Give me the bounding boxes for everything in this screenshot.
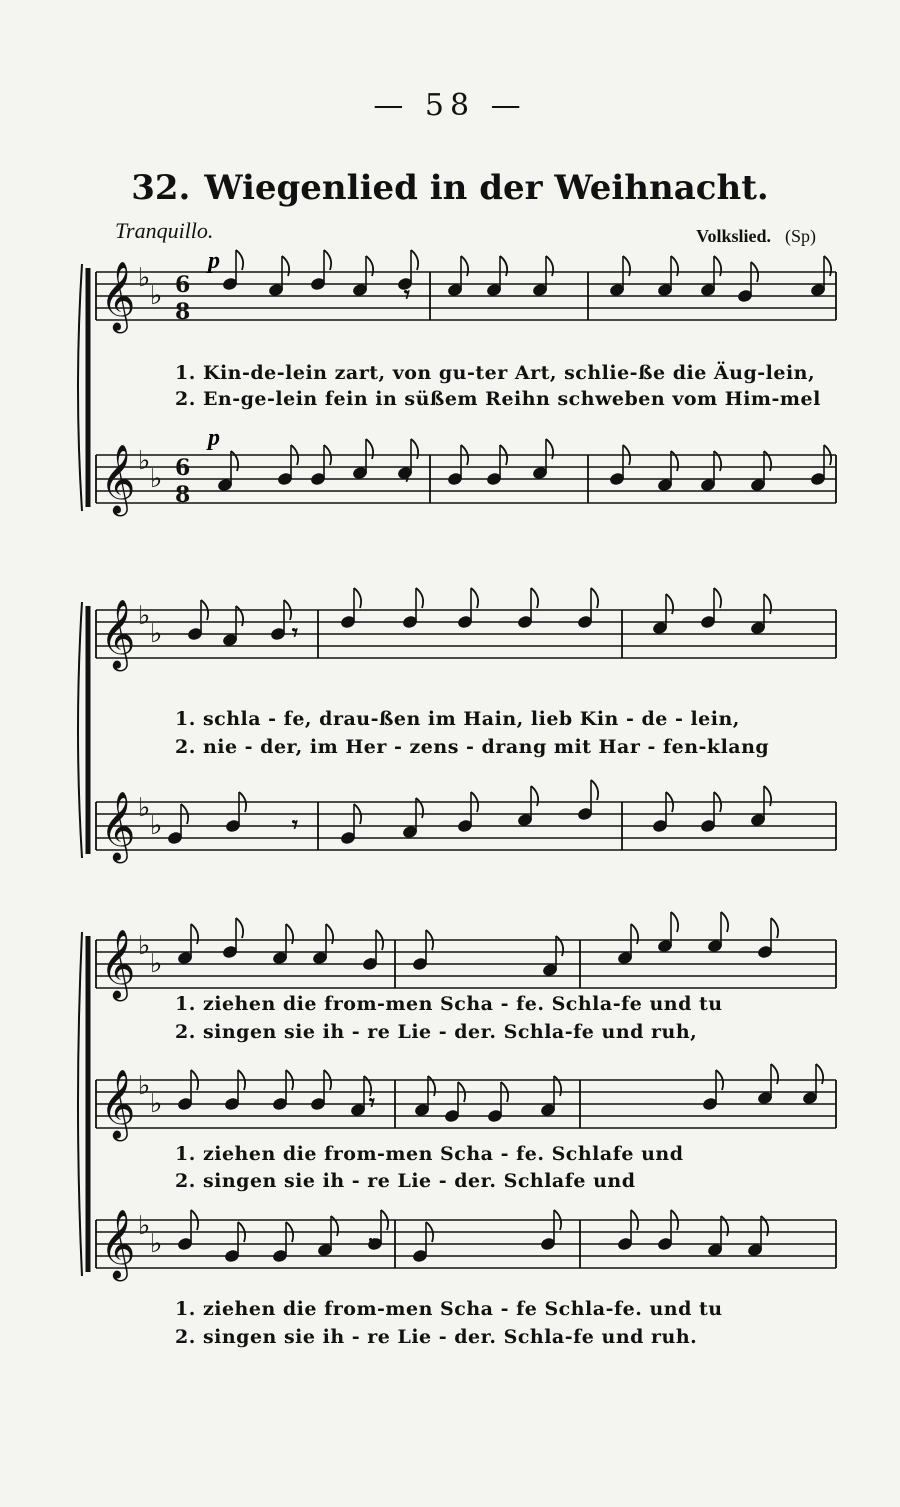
note-flag — [416, 798, 423, 818]
note-flag — [824, 256, 831, 276]
treble-clef-icon: 𝄞 — [100, 444, 136, 514]
source-abbreviation: (Sp) — [785, 226, 816, 246]
lyric-system1-verse1: 1. Kin-de-lein zart, von gu-ter Art, schlie-ße die Äug-lein, — [175, 362, 816, 384]
note-flag — [236, 250, 243, 270]
flat-icon: ♭ — [138, 263, 151, 293]
note-flag — [816, 1064, 823, 1084]
source-label: Volkslied. — [696, 226, 771, 246]
note-flag — [326, 924, 333, 944]
treble-clef-icon: 𝄞 — [100, 791, 136, 861]
flat-icon: ♭ — [138, 793, 151, 823]
note-flag — [531, 786, 538, 806]
flat-icon: ♭ — [150, 464, 163, 494]
lyric-system3-middle-verse2: 2. singen sie ih - re Lie - der. Schlafe und — [175, 1170, 636, 1192]
eighth-rest-icon: 𝄾 — [292, 813, 298, 838]
tempo-marking: Tranquillo. — [115, 218, 214, 243]
lyric-system3-top-verse1: 1. ziehen die from-men Scha - fe. Schla-fe und tu — [175, 993, 723, 1015]
system-brackets — [78, 264, 88, 1276]
note-flag — [771, 918, 778, 938]
note-flag — [546, 439, 553, 459]
note-flag — [714, 256, 721, 276]
bar-lines — [96, 272, 836, 1268]
eighth-rest-icon: 𝄾 — [292, 621, 298, 646]
song-title: Wiegenlied in der Weihnacht. — [204, 168, 769, 208]
note-flag — [236, 606, 243, 626]
eighth-rest-icon: 𝄾 — [369, 951, 375, 976]
note-flag — [366, 439, 373, 459]
flat-icon: ♭ — [138, 1071, 151, 1101]
eighth-rest-icon: 𝄾 — [404, 466, 410, 491]
note-flag — [714, 588, 721, 608]
flat-icon: ♭ — [138, 1211, 151, 1241]
note-flag — [771, 1064, 778, 1084]
note-flag — [764, 451, 771, 471]
note-flag — [461, 256, 468, 276]
note-flag — [721, 1216, 728, 1236]
note-flag — [764, 594, 771, 614]
treble-clef-icon: 𝄞 — [100, 1209, 136, 1279]
note-flag — [236, 918, 243, 938]
eighth-rest-icon: 𝄾 — [404, 283, 410, 308]
staff-lines — [96, 272, 836, 1268]
flat-icon: ♭ — [150, 811, 163, 841]
note-flag — [531, 588, 538, 608]
page-number: — 58 — — [373, 88, 527, 123]
note-flag — [366, 256, 373, 276]
treble-clef-icon: 𝄞 — [100, 599, 136, 669]
note-flag — [623, 256, 630, 276]
treble-clef-icon: 𝄞 — [100, 261, 136, 331]
note-flag — [714, 451, 721, 471]
note-flag — [354, 588, 361, 608]
note-flag — [666, 594, 673, 614]
note-flag — [546, 256, 553, 276]
note-flag — [764, 786, 771, 806]
note-flag — [471, 588, 478, 608]
lyric-system3-bottom-verse2: 2. singen sie ih - re Lie - der. Schla-fe und ruh. — [175, 1326, 698, 1348]
note-flag — [191, 924, 198, 944]
lyric-system3-bottom-verse1: 1. ziehen die from-men Scha - fe Schla-fe. und tu — [175, 1298, 723, 1320]
eighth-rest-icon: 𝄾 — [369, 1091, 375, 1116]
note-flag — [556, 936, 563, 956]
note-flag — [671, 256, 678, 276]
time-signature-top-lower: 6 — [175, 455, 191, 481]
note-flag — [411, 250, 418, 270]
time-signature-bottom: 8 — [175, 299, 191, 325]
lyric-system3-top-verse2: 2. singen sie ih - re Lie - der. Schla-fe und ruh, — [175, 1021, 698, 1043]
dynamic-piano-lower: p — [208, 425, 220, 451]
note-flag — [671, 451, 678, 471]
flat-icon: ♭ — [150, 281, 163, 311]
flat-icon: ♭ — [138, 446, 151, 476]
flat-icon: ♭ — [150, 1229, 163, 1259]
note-flag — [721, 912, 728, 932]
note-flag — [591, 780, 598, 800]
note-flag — [282, 256, 289, 276]
note-flag — [411, 439, 418, 459]
note-flag — [286, 924, 293, 944]
lyric-system3-middle-verse1: 1. ziehen die from-men Scha - fe. Schlafe und — [175, 1143, 684, 1165]
flat-icon: ♭ — [138, 931, 151, 961]
note-flag — [761, 1216, 768, 1236]
note-flag — [554, 1076, 561, 1096]
lyric-system2-verse2: 2. nie - der, im Her - zens - drang mit Har - fen-klang — [175, 736, 770, 758]
flat-icon: ♭ — [150, 949, 163, 979]
treble-clef-icon: 𝄞 — [100, 929, 136, 999]
note-flag — [591, 588, 598, 608]
note-flag — [416, 588, 423, 608]
treble-clef-icon: 𝄞 — [100, 1069, 136, 1139]
note-flag — [631, 924, 638, 944]
flat-icon: ♭ — [138, 601, 151, 631]
note-flag — [331, 1216, 338, 1236]
note-flag — [500, 256, 507, 276]
note-flag — [671, 912, 678, 932]
flat-icon: ♭ — [150, 619, 163, 649]
lyric-system2-verse1: 1. schla - fe, drau-ßen im Hain, lieb Kin - de - lein, — [175, 708, 740, 730]
note-flag — [428, 1076, 435, 1096]
system-brace — [78, 264, 82, 511]
note-flag — [324, 250, 331, 270]
system-brace — [78, 932, 82, 1276]
eighth-rest-icon: 𝄾 — [369, 1231, 375, 1256]
dynamic-piano-upper: p — [208, 248, 220, 274]
lyric-system1-verse2: 2. En-ge-lein fein in süßem Reihn schweben vom Him-mel — [175, 388, 821, 410]
time-signature-bottom-lower: 8 — [175, 482, 191, 508]
flat-icon: ♭ — [150, 1089, 163, 1119]
time-signature-top: 6 — [175, 272, 191, 298]
note-flag — [231, 451, 238, 471]
system-brace — [78, 602, 82, 858]
song-number: 32. — [131, 168, 191, 208]
